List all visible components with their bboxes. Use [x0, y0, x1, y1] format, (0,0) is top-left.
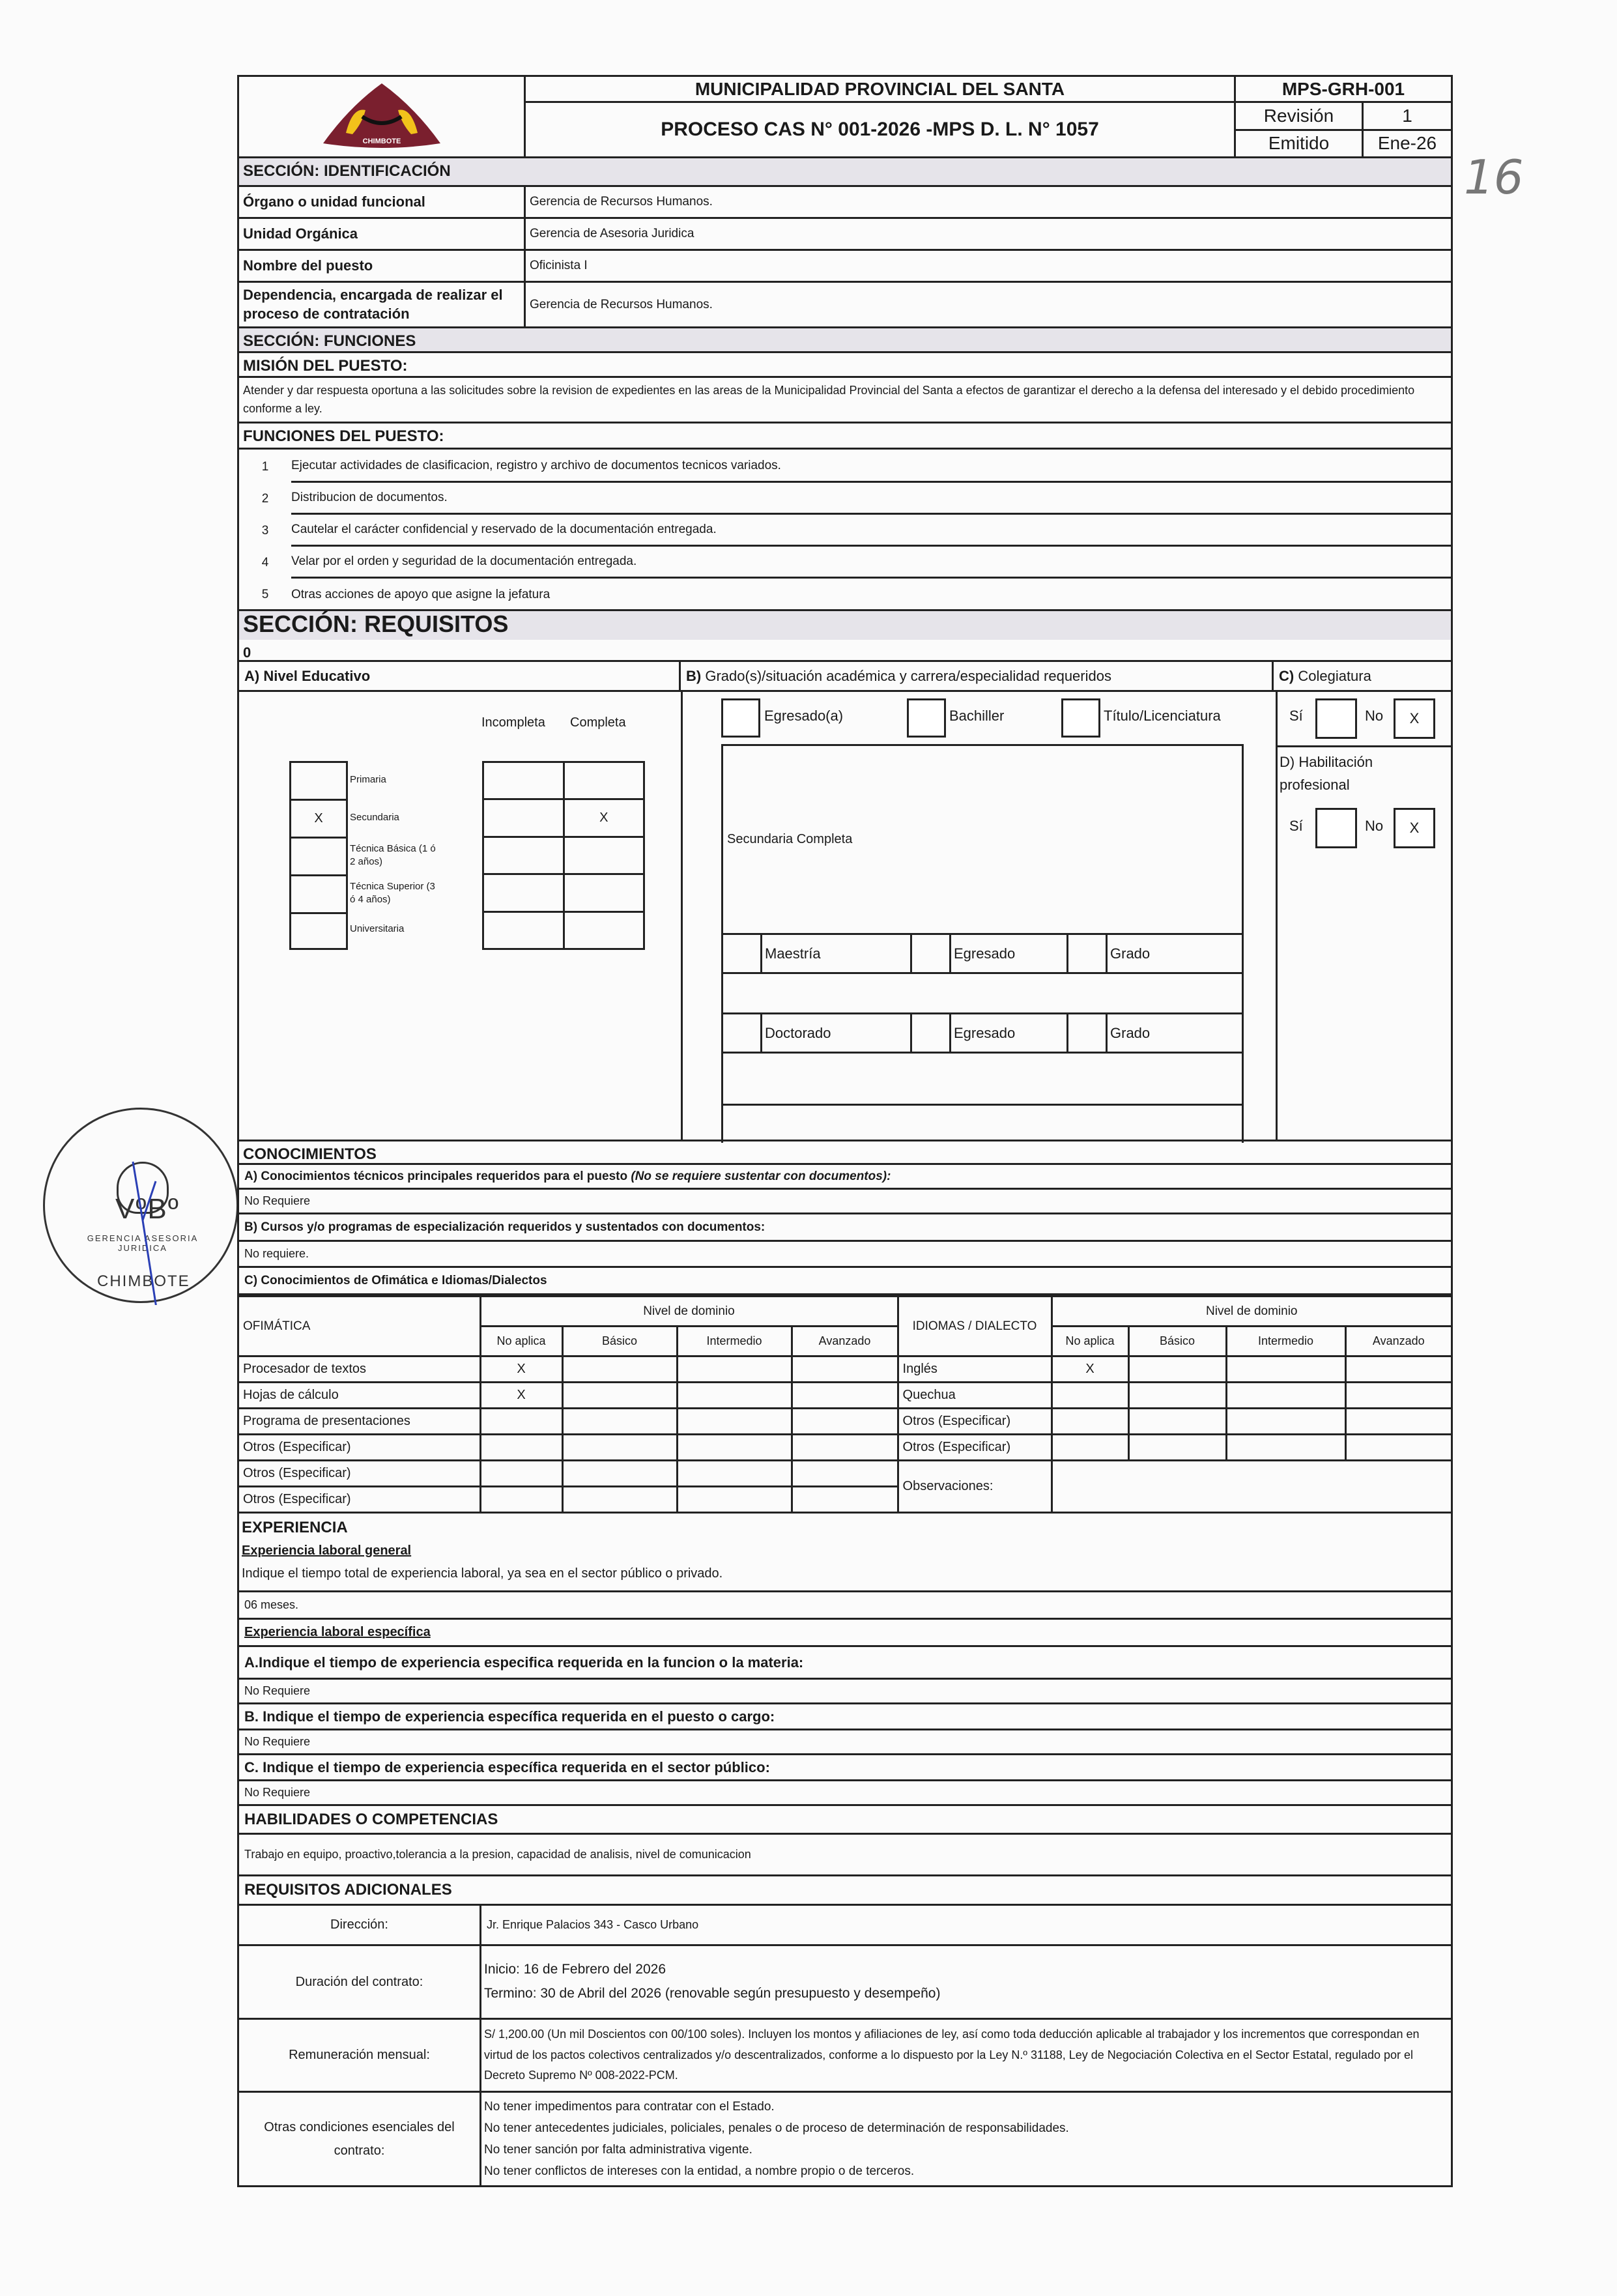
conocimientos-a-value: No Requiere	[244, 1194, 311, 1207]
titulo-checkbox	[1061, 698, 1100, 738]
experiencia-b-title: B. Indique el tiempo de experiencia específica requerida en el puesto o cargo:	[244, 1708, 775, 1725]
process-title: PROCESO CAS N° 001-2026 -MPS D. L. N° 1057	[661, 119, 1099, 140]
direccion-value: Jr. Enrique Palacios 343 - Casco Urbano	[487, 1918, 699, 1931]
nivel-mark-column	[289, 761, 348, 950]
colegiatura-si-label: Sí	[1289, 708, 1303, 724]
funcion-item: 2 Distribucion de documentos.	[239, 483, 1451, 515]
remuneracion-value: S/ 1,200.00 (Un mil Doscientos con 00/100 soles). Incluyen los montos y afiliaciones de ley, así como toda deducción aplicable al trabajador y los incrementos que correspondan en virtud de los pactos colectivos centralizados y/o descentralizados, conforme a lo dispuesto por la Ley N.º 31188, Ley de Negociación Colectiva en el Sector Estatal, regulado por el Decreto Supremo Nº 008-2022-PCM.	[484, 2028, 1420, 2082]
otras-condiciones-label: Otras condiciones esenciales del contrato:	[239, 2093, 481, 2185]
requisitos-sub-value: 0	[243, 644, 251, 661]
unidad-organica-label: Unidad Orgánica	[239, 219, 526, 249]
incompleta-header: Incompleta	[481, 715, 545, 730]
bachiller-checkbox	[907, 698, 946, 738]
mark-universitaria	[291, 914, 346, 948]
conocimientos-a-note: (No se requiere sustentar con documentos):	[631, 1169, 891, 1183]
table-row: Hojas de cálculo X Quechua	[239, 1383, 1451, 1409]
experiencia-especifica-title: Experiencia laboral específica	[244, 1625, 431, 1639]
label-universitaria: Universitaria	[350, 923, 405, 934]
nivel-labels	[350, 761, 441, 946]
mark-secundaria: X	[291, 801, 346, 839]
nombre-puesto-label: Nombre del puesto	[239, 251, 526, 281]
duracion-label: Duración del contrato:	[239, 1946, 481, 2018]
conocimientos-b-value: No requiere.	[244, 1247, 309, 1260]
egresado-checkbox	[721, 698, 760, 738]
funciones-list	[237, 450, 1453, 611]
handwritten-page-number: 16	[1464, 150, 1524, 205]
habilitacion-no-label: No	[1365, 818, 1384, 834]
experiencia-general-value: 06 meses.	[244, 1598, 299, 1611]
list-item: No tener impedimentos para contratar con el Estado.	[484, 2099, 775, 2114]
habilitacion-no-box: X	[1394, 808, 1435, 848]
ofimatica-nivel-header: Nivel de dominio	[480, 1297, 898, 1327]
colegiatura-no-label: No	[1365, 708, 1384, 724]
conocimientos-b-title: B) Cursos y/o programas de especialización requeridos y sustentados con documentos:	[244, 1220, 766, 1234]
conocimientos-title: CONOCIMIENTOS	[243, 1145, 377, 1163]
table-row: Programa de presentaciones Otros (Especificar)	[239, 1409, 1451, 1435]
colegiatura-prefix: C)	[1279, 667, 1295, 684]
ofimatica-idiomas-table: OFIMÁTICA Nivel de dominio IDIOMAS / DIALECTO Nivel de dominio No aplica Básico Intermedio Avanzado No aplica Básico Intermedio Avanzado Procesador de textos X Inglés X Hojas de cálculo X Quechua Programa de presentaciones Otros (Especificar) Otros (Especificar) Otros (Especificar) Otros (Especificar) Observaciones: Otros (Especificar)	[237, 1295, 1453, 1514]
table-row: Otros (Especificar) Observaciones:	[239, 1461, 1451, 1487]
nombre-puesto-value: Oficinista I	[530, 259, 588, 272]
stamp-office: GERENCIA ASESORIA JURIDICA	[87, 1233, 199, 1253]
conocimientos-c-title: C) Conocimientos de Ofimática e Idiomas/Dialectos	[244, 1273, 547, 1287]
mision-text: Atender y dar respuesta oportuna a las solicitudes sobre la revision de expedientes en las areas de la Municipalidad Provincial del Santa a efectos de garantizar el derecho a la defensa del interesado y el debido procedimiento conforme a ley.	[243, 383, 1415, 415]
stamp-city: CHIMBOTE	[97, 1272, 190, 1290]
experiencia-a-value: No Requiere	[244, 1684, 311, 1697]
list-item: No tener sanción por falta administrativa vigente.	[484, 2143, 752, 2157]
mision-title: MISIÓN DEL PUESTO:	[243, 357, 408, 375]
habilidades-title: HABILIDADES O COMPETENCIAS	[244, 1810, 498, 1828]
completion-grid: X	[482, 761, 645, 950]
table-row: Otros (Especificar) Otros (Especificar)	[239, 1435, 1451, 1461]
mark-tecnica-basica	[291, 839, 346, 876]
conocimientos-a-title: A) Conocimientos técnicos principales requeridos para el puesto	[244, 1169, 628, 1183]
logo	[239, 77, 526, 156]
grado-title: Grado(s)/situación académica y carrera/especialidad requeridos	[705, 667, 1111, 684]
direccion-label: Dirección:	[239, 1906, 481, 1944]
unidad-organica-value: Gerencia de Asesoria Juridica	[530, 227, 694, 240]
observaciones-label: Observaciones:	[898, 1461, 1052, 1513]
habilitacion-title: D) Habilitación profesional	[1280, 754, 1373, 794]
document-header	[237, 75, 1453, 158]
adicionales-title: REQUISITOS ADICIONALES	[244, 1881, 452, 1899]
revision-label: Revisión	[1236, 103, 1364, 129]
completa-header: Completa	[570, 715, 626, 730]
colegiatura-no-box: X	[1394, 698, 1435, 739]
funciones-title: FUNCIONES DEL PUESTO:	[243, 427, 444, 445]
table-row: Procesador de textos X Inglés X	[239, 1356, 1451, 1383]
observaciones-value	[1052, 1461, 1451, 1513]
habilitacion-si-box	[1315, 808, 1357, 848]
nivel-educativo-title: A) Nivel Educativo	[244, 667, 371, 684]
habilidades-value: Trabajo en equipo, proactivo,tolerancia a la presion, capacidad de analisis, nivel de comunicacion	[244, 1848, 751, 1861]
signature-icon	[45, 1110, 240, 1305]
otras-condiciones-list	[481, 2093, 1451, 2185]
duracion-inicio: Inicio: 16 de Febrero del 2026	[484, 1962, 666, 1977]
colegiatura-si-box	[1315, 698, 1357, 739]
experiencia-b-value: No Requiere	[244, 1735, 311, 1748]
egresado-label: Egresado(a)	[764, 708, 844, 724]
organo-label: Órgano o unidad funcional	[239, 187, 526, 217]
svg-text:CHIMBOTE: CHIMBOTE	[362, 137, 401, 145]
funcion-item: 1 Ejecutar actividades de clasificacion, registro y archivo de documentos tecnicos variados.	[239, 451, 1451, 483]
dependencia-label: Dependencia, encargada de realizar el proceso de contratación	[239, 283, 526, 326]
colegiatura-title: Colegiatura	[1298, 667, 1371, 684]
bachiller-label: Bachiller	[949, 708, 1005, 724]
grado-detail-box	[721, 744, 1244, 1143]
education-grid	[237, 692, 1453, 1141]
label-primaria: Primaria	[350, 773, 386, 785]
chimbote-logo-icon	[317, 81, 447, 152]
experiencia-a-title: A.Indique el tiempo de experiencia especifica requerida en la funcion o la materia:	[244, 1654, 804, 1671]
idiomas-nivel-header: Nivel de dominio	[1052, 1297, 1451, 1327]
official-stamp	[43, 1108, 238, 1303]
label-tecnica-superior: Técnica Superior (3 ó 4 años)	[350, 880, 435, 905]
list-item: No tener antecedentes judiciales, policiales, penales o de proceso de determinación de responsabilidades.	[484, 2121, 1069, 2135]
idiomas-header: IDIOMAS / DIALECTO	[898, 1297, 1052, 1356]
mark-tecnica-superior	[291, 876, 346, 914]
revision-value: 1	[1402, 105, 1412, 126]
experiencia-c-title: C. Indique el tiempo de experiencia específica requerida en el sector público:	[244, 1758, 770, 1775]
section-funciones-title: SECCIÓN: FUNCIONES	[243, 332, 416, 350]
mark-primaria	[291, 763, 346, 801]
document-page	[237, 75, 1453, 2187]
document-code: MPS-GRH-001	[1236, 77, 1451, 103]
maestria-row: Maestría Egresado Grado	[723, 935, 1242, 974]
stamp-vobo: VºBº	[115, 1193, 180, 1225]
titulo-label: Título/Licenciatura	[1104, 708, 1221, 724]
funcion-item: 3 Cautelar el carácter confidencial y reservado de la documentación entregada.	[239, 515, 1451, 547]
habilitacion-si-label: Sí	[1289, 818, 1303, 834]
funcion-item: 4 Velar por el orden y seguridad de la documentación entregada.	[239, 547, 1451, 579]
label-tecnica-basica: Técnica Básica (1 ó 2 años)	[350, 842, 436, 867]
table-row: Otros (Especificar)	[239, 1487, 1451, 1513]
funcion-item: 5 Otras acciones de apoyo que asigne la jefatura	[261, 587, 551, 601]
experiencia-general-prompt: Indique el tiempo total de experiencia laboral, ya sea en el sector público o privado.	[242, 1566, 723, 1581]
grado-prefix: B)	[686, 667, 702, 684]
label-secundaria: Secundaria	[350, 811, 399, 823]
experiencia-general-title: Experiencia laboral general	[242, 1543, 412, 1558]
experiencia-title: EXPERIENCIA	[242, 1519, 348, 1536]
institution-title: MUNICIPALIDAD PROVINCIAL DEL SANTA	[526, 77, 1234, 103]
section-identificacion-title: SECCIÓN: IDENTIFICACIÓN	[243, 162, 451, 180]
doctorado-row: Doctorado Egresado Grado	[723, 1014, 1242, 1054]
duracion-termino: Termino: 30 de Abril del 2026 (renovable según presupuesto y desempeño)	[484, 1986, 941, 2001]
section-requisitos-title: SECCIÓN: REQUISITOS	[243, 610, 509, 637]
grado-detail-value: Secundaria Completa	[723, 746, 1242, 935]
list-item: No tener conflictos de intereses con la entidad, a nombre propio o de terceros.	[484, 2164, 915, 2179]
experiencia-general-block	[237, 1514, 1453, 1592]
experiencia-c-value: No Requiere	[244, 1786, 311, 1799]
emitido-label: Emitido	[1236, 131, 1364, 157]
remuneracion-label: Remuneración mensual:	[239, 2020, 481, 2091]
ofimatica-header: OFIMÁTICA	[239, 1297, 480, 1356]
dependencia-value: Gerencia de Recursos Humanos.	[530, 297, 713, 311]
organo-value: Gerencia de Recursos Humanos.	[530, 195, 713, 208]
emitido-value: Ene-26	[1377, 133, 1437, 154]
